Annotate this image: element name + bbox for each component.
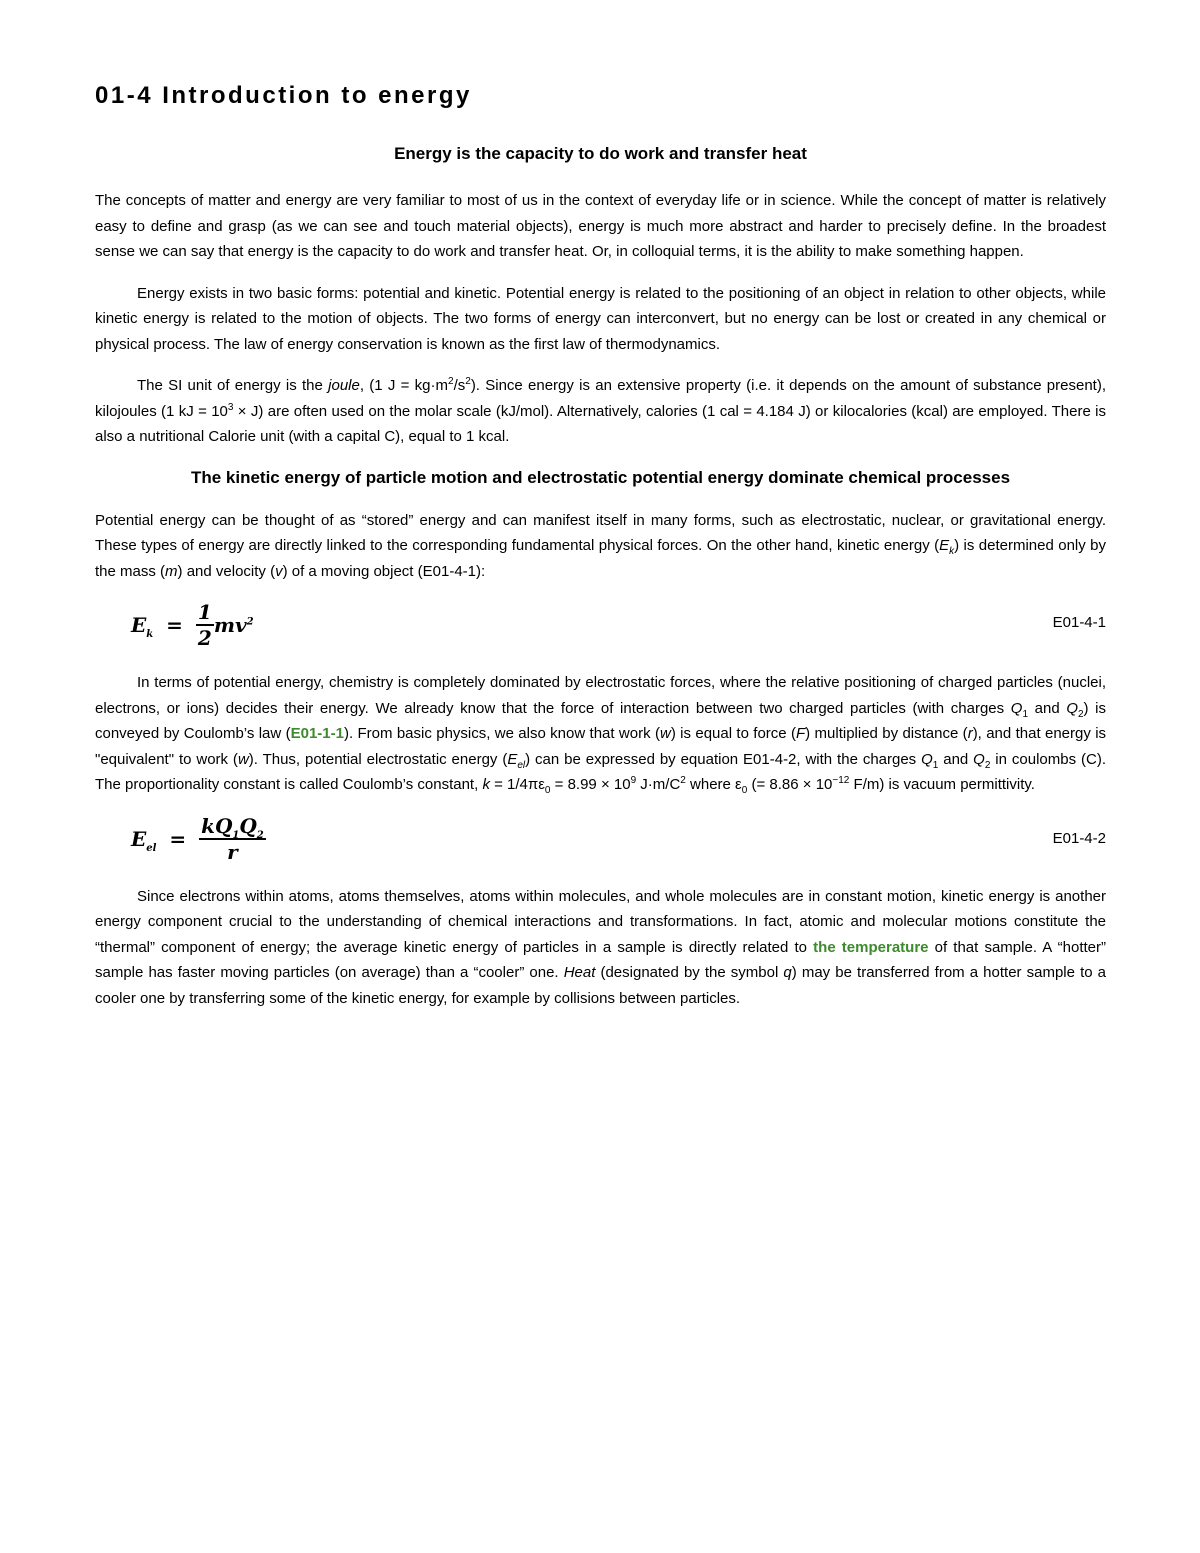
section-heading-kinetic-electrostatic: The kinetic energy of particle motion and electrostatic potential energy dominate chemical processes xyxy=(190,467,1011,487)
paragraph-matter-energy: The concepts of matter and energy are very familiar to most of us in the context of everyday life or in science. While the concept of matter is relatively easy to define and grasp (as we can see and touch material objects), energy is much more abstract and harder to precisely define. In the broadest sense we can say that energy is the capacity to do work and transfer heat. Or, in colloquial terms, it is the ability to make something happen. xyxy=(95,192,1106,260)
paragraph-si-unit: The SI unit of energy is the joule, (1 $J = kg\cdot m^2/s^2$). Since energy is an extensive property (i.e. it depends on the amount of substance present), kilojoules (1 kJ = $10^3 \times J$) are often used on the molar scale (kJ/mol). Alternatively, calories (1 cal = 4.184 J) or kilocalories (kcal) are employed. There is also a nutritional Calorie unit (with a capital C), equal to 1 kcal. xyxy=(95,376,1106,445)
paragraph-electrostatic: In terms of potential energy, chemistry is completely dominated by electrostatic forces, where the relative positioning of charged particles (nuclei, electrons, or ions) decides their energy. We already know that the force of interaction between two charged particles (with charges $Q_1$ and $Q_2$) is conveyed by Coulomb’s law (E01-1-1). From basic physics, we also know that work (w) is equal to force (F) multiplied by distance (r), and that energy is "equivalent" to work (w). Thus, potential electrostatic energy $(E_{el})$ can be expressed by equation E01-4-2, with the charges $Q_1$ and $Q_2$ in coulombs (C). The proportionality constant is called Coulomb’s constant, $k = 1/4\pi\varepsilon_0 = 8.99 \times 10^9$ $J\cdot m/C^2$ where $\varepsilon_0$ (= $8.86 \times 10^{-12}$ F/m) is vacuum permittivity. xyxy=(95,674,1107,796)
page-title: 01-4 Introduction to energy xyxy=(95,82,472,109)
link-coulombs-law[interactable]: E01-1-1 xyxy=(290,725,344,742)
section-heading-energy-capacity: Energy is the capacity to do work and transfer heat xyxy=(394,144,807,163)
equation-label-1: E01-4-1 xyxy=(1052,614,1106,631)
paragraph-energy-forms: Energy exists in two basic forms: potential and kinetic. Potential energy is related to the positioning of an object in relation to other objects, while kinetic energy is related to the motion of objects. The two forms of energy can interconvert, but no energy can be lost or created in any chemical or physical process. The law of energy conservation is known as the first law of thermodynamics. xyxy=(95,284,1106,353)
equation-electrostatic-energy xyxy=(95,814,1106,872)
equation-electrostatic-formula: $E_{el}$ = $\frac{kQ_1Q_2}{r}$ xyxy=(131,813,264,864)
link-temperature[interactable]: the temperature xyxy=(813,938,929,956)
equation-label-2: E01-4-2 xyxy=(1052,829,1106,847)
document-page xyxy=(95,80,1106,1027)
equation-kinetic-formula: $E_k$ = $\frac{1}{2}$ $mv^2$ xyxy=(131,600,254,650)
paragraph-thermal-energy: Since electrons within atoms, atoms themselves, atoms within molecules, and whole molecules are in constant motion, kinetic energy is another energy component crucial to the understanding of chemical interactions and transformations. In fact, atomic and molecular motions constitute the “thermal” component of energy; the average kinetic energy of particles in a sample is directly related to the temperature of that sample. A “hotter” sample has faster moving particles (on average) than a “cooler” one. Heat (designated by the symbol q) may be transferred from a hotter sample to a cooler one by transferring some of the kinetic energy, for example by collisions between particles. xyxy=(95,887,1107,1007)
equation-kinetic-energy xyxy=(95,600,1106,658)
paragraph-potential-kinetic: Potential energy can be thought of as “stored” energy and can manifest itself in many forms, such as electrostatic, nuclear, or gravitational energy. These types of energy are directly linked to the corresponding fundamental physical forces. On the other hand, kinetic energy $(E_k)$ is determined only by the mass (m) and velocity (v) of a moving object (E01-4-1): xyxy=(95,511,1107,580)
